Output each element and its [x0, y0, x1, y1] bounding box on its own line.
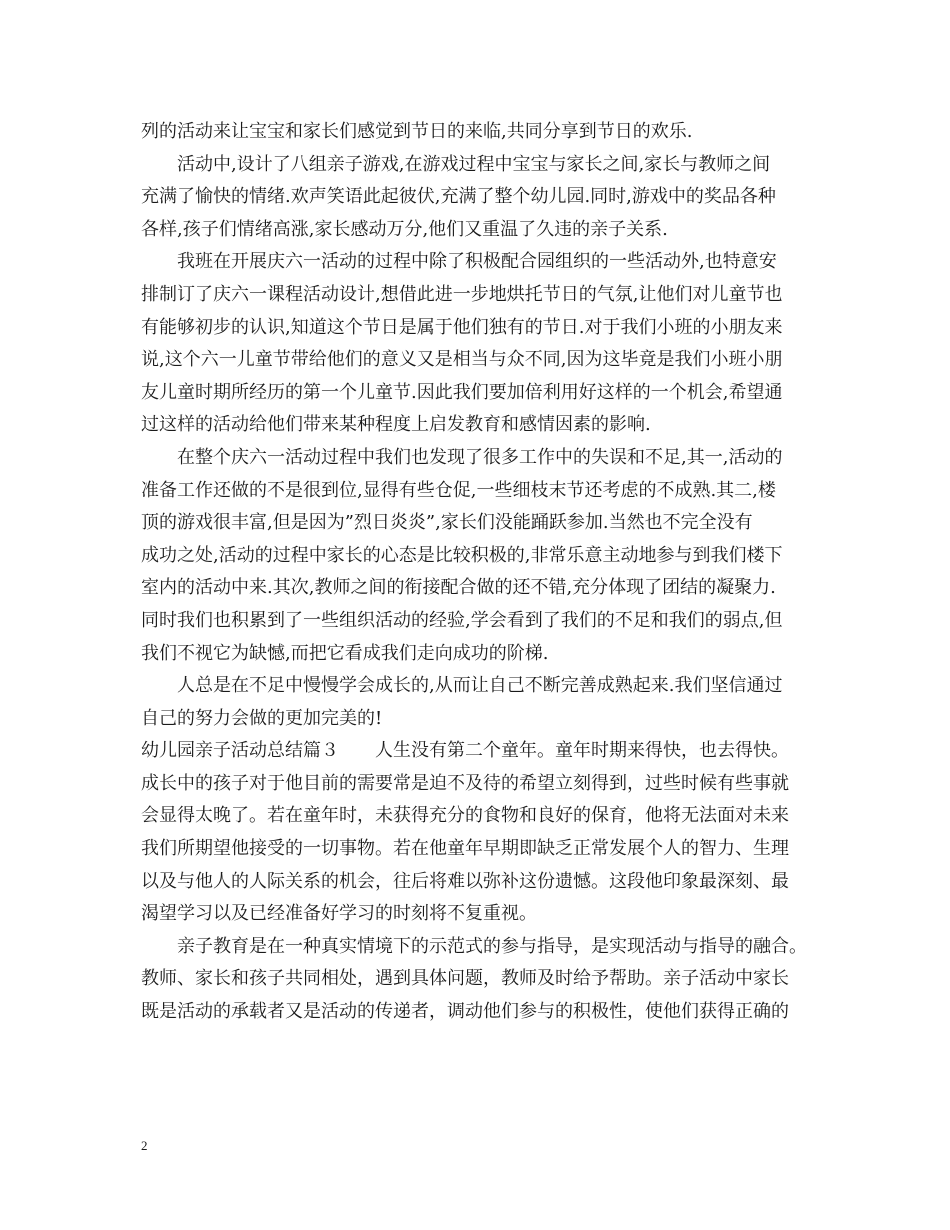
text-line: 成功之处,活动的过程中家长的心态是比较积极的,非常乐意主动地参与到我们楼下: [141, 544, 783, 566]
text-line: 同时我们也积累到了一些组织活动的经验,学会看到了我们的不足和我们的弱点,但: [141, 609, 783, 631]
text-line: 有能够初步的认识,知道这个节日是属于他们独有的节日.对于我们小班的小朋友来: [141, 316, 783, 338]
text-line: 教师、家长和孩子共同相处，遇到具体问题，教师及时给予帮助。亲子活动中家长: [141, 968, 789, 990]
text-line: 亲子教育是在一种真实情境下的示范式的参与指导，是实现活动与指导的融合。: [177, 935, 807, 957]
text-line: 室内的活动中来.其次,教师之间的衔接配合做的还不错,充分体现了团结的凝聚力.: [141, 577, 776, 599]
text-line: 人总是在不足中慢慢学会成长的,从而让自己不断完善成熟起来.我们坚信通过: [177, 675, 783, 697]
page-number: 2: [141, 1138, 148, 1153]
text-line: 自己的努力会做的更加完美的!: [141, 707, 383, 729]
text-line: 我们所期望他接受的一切事物。若在他童年早期即缺乏正常发展个人的智力、生理: [141, 838, 789, 860]
body-text: [141, 116, 831, 1029]
text-line: 顶的游戏很丰富,但是因为”烈日炎炎”,家长们没能踊跃参加.当然也不完全没有: [141, 512, 753, 534]
text-line: 排制订了庆六一课程活动设计,想借此进一步地烘托节日的气氛,让他们对儿童节也: [141, 283, 783, 305]
text-line: 在整个庆六一活动过程中我们也发现了很多工作中的失误和不足,其一,活动的: [177, 446, 783, 468]
text-line: 活动中,设计了八组亲子游戏,在游戏过程中宝宝与家长之间,家长与教师之间: [177, 153, 771, 175]
text-line: 渴望学习以及已经准备好学习的时刻将不复重视。: [141, 903, 537, 925]
text-line: 我们不视它为缺憾,而把它看成我们走向成功的阶梯.: [141, 642, 549, 664]
text-line: 成长中的孩子对于他目前的需要常是迫不及待的希望立刻得到，过些时候有些事就: [141, 772, 789, 794]
text-line: 充满了愉快的情绪.欢声笑语此起彼伏,充满了整个幼儿园.同时,游戏中的奖品各种: [141, 186, 776, 208]
text-line: 友儿童时期所经历的第一个儿童节.因此我们要加倍利用好这样的一个机会,希望通: [141, 381, 783, 403]
text-line: 准备工作还做的不是很到位,显得有些仓促,一些细枝末节还考虑的不成熟.其二,楼: [141, 479, 776, 501]
text-line: 我班在开展庆六一活动的过程中除了积极配合园组织的一些活动外,也特意安: [177, 251, 777, 273]
section-heading-line: 幼儿园亲子活动总结篇３ 人生没有第二个童年。童年时期来得快，也去得快。: [141, 740, 789, 762]
text-line: 过这样的活动给他们带来某种程度上启发教育和感情因素的影响.: [141, 414, 651, 436]
text-line: 各样,孩子们情绪高涨,家长感动万分,他们又重温了久违的亲子关系.: [141, 218, 668, 240]
text-line: 列的活动来让宝宝和家长们感觉到节日的来临,共同分享到节日的欢乐.: [141, 121, 693, 142]
text-line: 说,这个六一儿童节带给他们的意义又是相当与众不同,因为这毕竟是我们小班小朋: [141, 349, 783, 371]
text-line: 以及与他人的人际关系的机会，往后将难以弥补这份遗憾。这段他印象最深刻、最: [141, 870, 789, 892]
text-line: 会显得太晚了。若在童年时，未获得充分的食物和良好的保育，他将无法面对未来: [141, 805, 789, 827]
text-line: 既是活动的承载者又是活动的传递者，调动他们参与的积极性，使他们获得正确的: [141, 1001, 789, 1023]
